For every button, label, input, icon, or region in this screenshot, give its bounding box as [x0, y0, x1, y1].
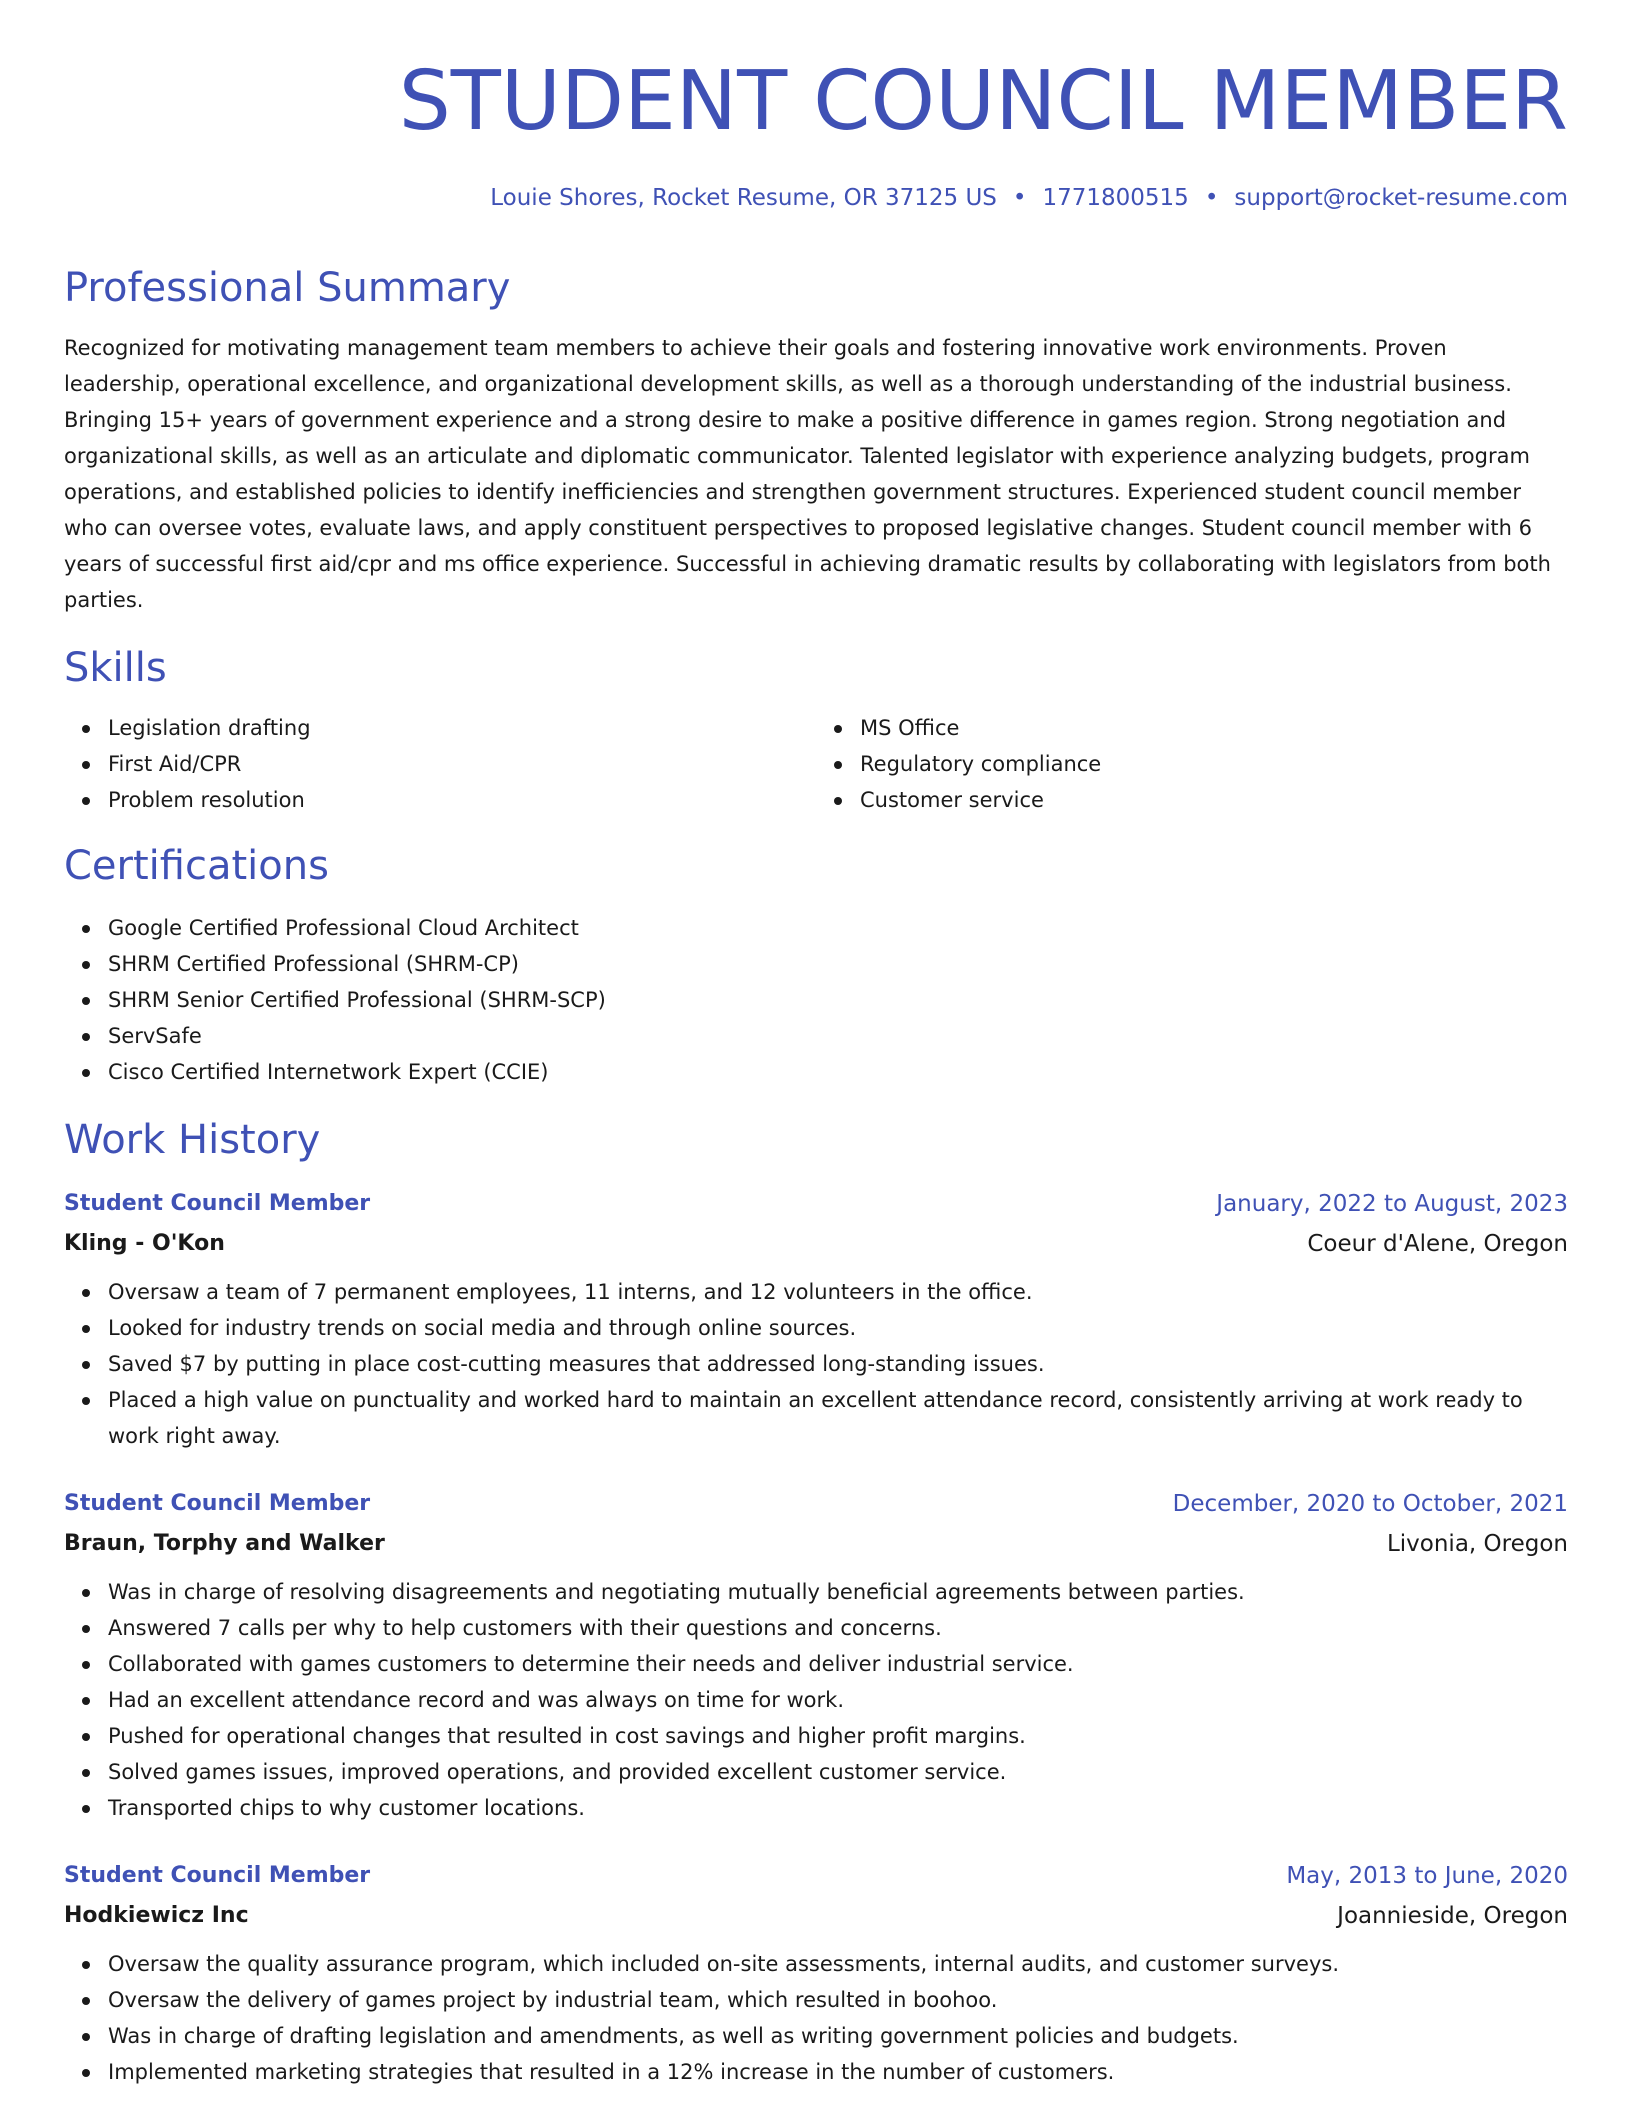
- job-bullets: [64, 1274, 1568, 1454]
- job-company: Braun, Torphy and Walker: [64, 1531, 385, 1556]
- job-title: Student Council Member: [64, 1863, 371, 1888]
- skill-item: Customer service: [860, 782, 1568, 818]
- job-location: Joannieside, Oregon: [1337, 1903, 1568, 1929]
- job-bullet: Had an excellent attendance record and was always on time for work.: [108, 1682, 1568, 1718]
- skills-columns: [64, 710, 1568, 818]
- work-history-heading: Work History: [64, 1117, 321, 1163]
- job-location: Coeur d'Alene, Oregon: [1307, 1231, 1568, 1257]
- job-entry: [64, 1484, 1568, 1826]
- skills-section: [64, 644, 1568, 818]
- job-bullet: Looked for industry trends on social media and through online sources.: [108, 1310, 1568, 1346]
- job-bullet: Implemented marketing strategies that resulted in a 12% increase in the number of customers.: [108, 2054, 1568, 2090]
- certification-item: Cisco Certified Internetwork Expert (CCIE): [108, 1054, 1568, 1090]
- job-bullet: Answered 7 calls per why to help customers with their questions and concerns.: [108, 1610, 1568, 1646]
- job-company: Kling - O'Kon: [64, 1231, 225, 1256]
- summary-section: [64, 264, 1568, 618]
- job-dates: December, 2020 to October, 2021: [1172, 1491, 1568, 1517]
- job-bullet: Transported chips to why customer locations.: [108, 1790, 1568, 1826]
- certifications-heading: Certifications: [64, 843, 329, 889]
- job-bullet: Oversaw a team of 7 permanent employees, 11 interns, and 12 volunteers in the office.: [108, 1274, 1568, 1310]
- job-entry: [64, 1856, 1568, 2090]
- job-dates: May, 2013 to June, 2020: [1286, 1863, 1568, 1889]
- skills-heading: Skills: [64, 645, 167, 691]
- job-location: Livonia, Oregon: [1386, 1531, 1568, 1557]
- contact-phone: 1771800515: [1042, 185, 1189, 211]
- job-bullet: Collaborated with games customers to determine their needs and deliver industrial service.: [108, 1646, 1568, 1682]
- job-title: Student Council Member: [64, 1491, 371, 1516]
- skill-item: Regulatory compliance: [860, 746, 1568, 782]
- certification-item: SHRM Senior Certified Professional (SHRM-SCP): [108, 982, 1568, 1018]
- job-company: Hodkiewicz Inc: [64, 1903, 249, 1928]
- summary-text: Recognized for motivating management team members to achieve their goals and fostering innovative work environments. Proven leadership, operational excellence, and organizational development skills, as well as a thorough understanding of the industrial business. Bringing 15+ years of government experience and a strong desire to make a positive difference in games region. Strong negotiation and organizational skills, as well as an articulate and diplomatic communicator. Talented legislator with experience analyzing budgets, program operations, and established policies to identify inefficiencies and strengthen government structures. Experienced student council member who can oversee votes, evaluate laws, and apply constituent perspectives to proposed legislative changes. Student council member with 6 years of successful first aid/cpr and ms office experience. Successful in achieving dramatic results by collaborating with legislators from both parties.: [64, 336, 1551, 612]
- contact-separator: •: [1012, 185, 1027, 211]
- job-bullet: Saved $7 by putting in place cost-cutting measures that addressed long-standing issues.: [108, 1346, 1568, 1382]
- skill-item: MS Office: [860, 710, 1568, 746]
- job-title: Student Council Member: [64, 1191, 371, 1216]
- certification-item: Google Certified Professional Cloud Architect: [108, 910, 1568, 946]
- skills-list-left: [64, 710, 816, 818]
- job-bullet: Was in charge of resolving disagreements and negotiating mutually beneficial agreements between parties.: [108, 1574, 1568, 1610]
- job-company-row: [64, 1896, 1568, 1936]
- job-bullet: Was in charge of drafting legislation and amendments, as well as writing government policies and budgets.: [108, 2018, 1568, 2054]
- job-bullets: [64, 1946, 1568, 2090]
- work-history-section: [64, 1116, 1568, 2090]
- certification-item: ServSafe: [108, 1018, 1568, 1054]
- certification-item: SHRM Certified Professional (SHRM-CP): [108, 946, 1568, 982]
- job-entry: [64, 1184, 1568, 1454]
- resume-name: STUDENT COUNCIL MEMBER: [398, 54, 1568, 149]
- job-title-row: [64, 1484, 1568, 1524]
- summary-heading: Professional Summary: [64, 265, 511, 311]
- job-title-row: [64, 1184, 1568, 1224]
- job-title-row: [64, 1856, 1568, 1896]
- contact-separator: •: [1204, 185, 1219, 211]
- skill-item: Problem resolution: [108, 782, 816, 818]
- contact-address: Louie Shores, Rocket Resume, OR 37125 US: [490, 185, 997, 211]
- job-bullet: Placed a high value on punctuality and worked hard to maintain an excellent attendance record, consistently arriving at work ready to work right away.: [108, 1382, 1568, 1454]
- job-bullet: Pushed for operational changes that resulted in cost savings and higher profit margins.: [108, 1718, 1568, 1754]
- job-company-row: [64, 1224, 1568, 1264]
- job-bullet: Solved games issues, improved operations, and provided excellent customer service.: [108, 1754, 1568, 1790]
- job-bullets: [64, 1574, 1568, 1826]
- skills-list-right: [816, 710, 1568, 818]
- contact-email: support@rocket-resume.com: [1234, 185, 1568, 211]
- certifications-section: [64, 842, 1568, 1090]
- job-dates: January, 2022 to August, 2023: [1216, 1191, 1568, 1217]
- contact-line: [64, 182, 1568, 214]
- certifications-list: [64, 910, 1568, 1090]
- skill-item: First Aid/CPR: [108, 746, 816, 782]
- skill-item: Legislation drafting: [108, 710, 816, 746]
- job-bullet: Oversaw the delivery of games project by industrial team, which resulted in boohoo.: [108, 1982, 1568, 2018]
- resume-header: [64, 0, 1568, 214]
- job-bullet: Oversaw the quality assurance program, which included on-site assessments, internal audits, and customer surveys.: [108, 1946, 1568, 1982]
- job-company-row: [64, 1524, 1568, 1564]
